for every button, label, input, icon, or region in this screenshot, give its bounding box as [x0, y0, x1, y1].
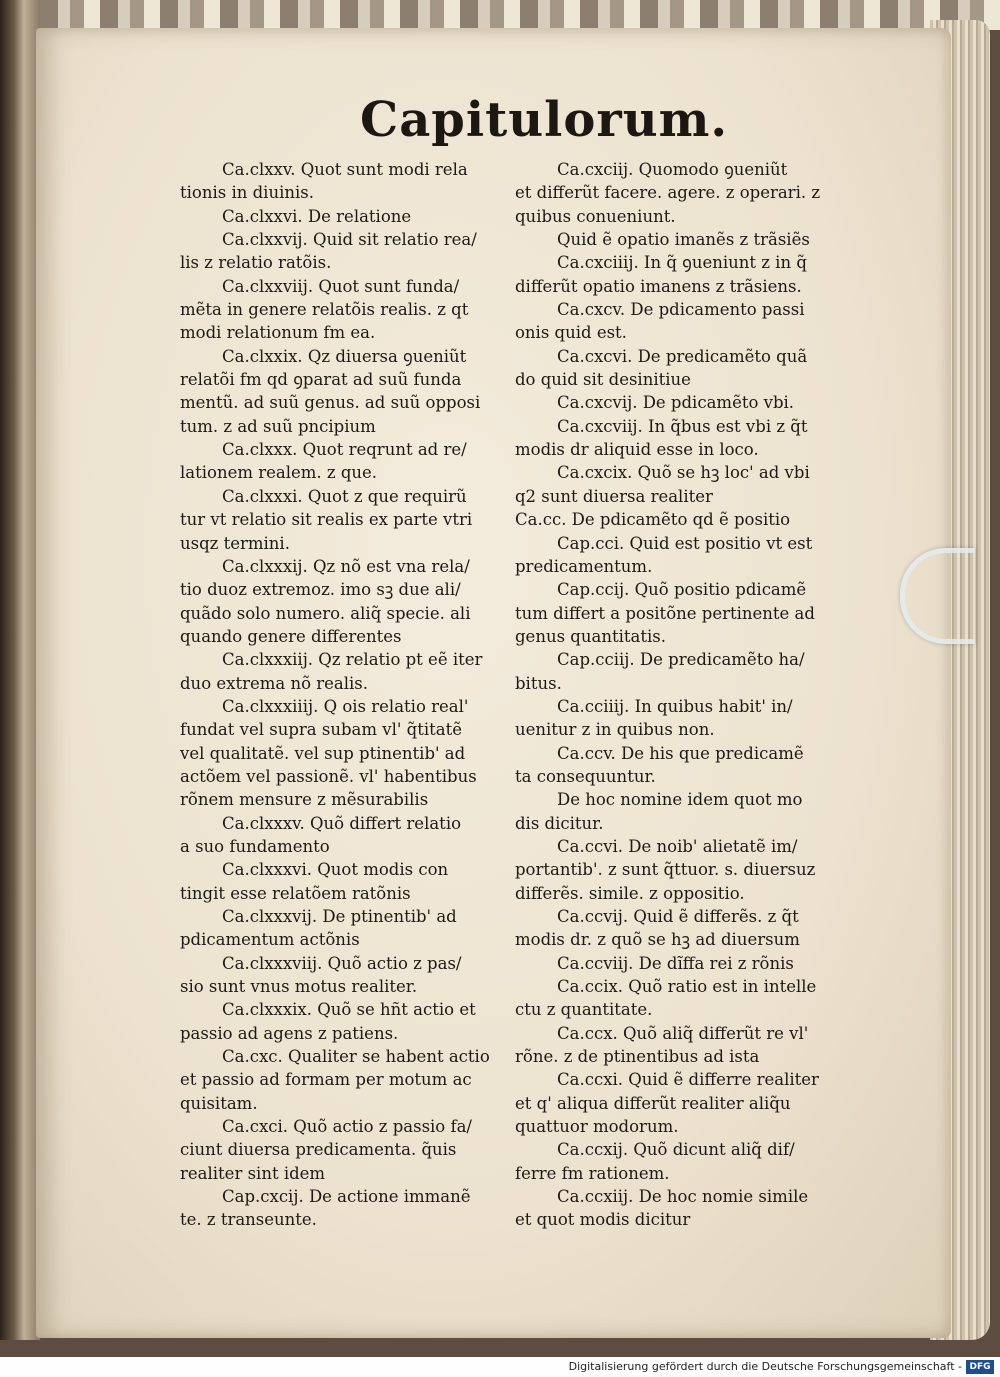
text-line: Ca.clxxvi. De relatione	[222, 206, 412, 226]
text-line: Ca.clxxxi. Quot z que requirũ	[222, 486, 467, 506]
text-line: tionis in diuinis.	[180, 183, 314, 203]
text-line: Ca.clxxv. Quot sunt modi rela	[222, 160, 468, 179]
text-line: tio duoz extremoz. imo sꝫ due ali/	[180, 580, 461, 600]
text-line: et differũt facere. agere. z operari. z	[515, 183, 821, 203]
text-line: pdicamentum actõnis	[180, 930, 360, 950]
text-line: fundat vel supra subam vl' q̃titatẽ	[180, 720, 462, 740]
text-line: Ca.cxciiij. In q̃ ꝯueniunt z in q̃	[557, 253, 807, 273]
text-line: Ca.ccx. Quõ aliq̃ differũt re vl'	[557, 1023, 809, 1043]
text-line: Ca.clxxxiij. Qz relatio pt eẽ iter	[222, 650, 483, 670]
dfg-logo: DFG	[966, 1360, 994, 1374]
text-line: differũt opatio imanens z trãsiens.	[515, 276, 802, 296]
text-line: q2 sunt diuersa realiter	[515, 486, 713, 506]
text-line: ferre fm rationem.	[515, 1163, 670, 1183]
page-top-edge	[40, 0, 1000, 30]
text-line: Ca.clxxxiiij. Q ois relatio real'	[222, 696, 469, 716]
text-line: rõne. z de ptinentibus ad ista	[515, 1047, 760, 1067]
text-line: relatõi fm qd ꝯparat ad suũ funda	[180, 370, 462, 390]
text-line: tingit esse relatõem ratõnis	[180, 883, 411, 903]
text-line: passio ad agens z patiens.	[180, 1023, 399, 1043]
page-heading: Capitulorum.	[360, 92, 729, 148]
text-line: uenitur z in quibus non.	[515, 720, 715, 740]
left-column	[180, 158, 510, 1232]
text-line: quãdo solo numero. aliq̃ specie. ali	[180, 603, 471, 623]
text-line: Ca.clxxxvij. De ptinentib' ad	[222, 907, 457, 926]
text-line: De hoc nomine idem quot mo	[557, 790, 803, 810]
text-line: Ca.clxxviij. Quot sunt funda/	[222, 276, 460, 296]
text-line: portantib'. z sunt q̃ttuor. s. diuersuz	[515, 860, 816, 880]
text-line: Ca.ccv. De his que predicamẽ	[557, 743, 804, 763]
text-line: vel qualitatẽ. vel sup ptinentib' ad	[180, 743, 466, 763]
text-line: mentũ. ad suũ genus. ad suũ opposi	[180, 393, 481, 413]
text-line: Ca.ccvij. Quid ẽ differẽs. z q̃t	[557, 907, 799, 926]
text-line: duo extrema nõ realis.	[180, 673, 369, 693]
text-line: ctu z quantitate.	[515, 1000, 653, 1020]
text-line: Ca.clxxxv. Quõ differt relatio	[222, 813, 462, 833]
text-line: Ca.cxcv. De pdicamento passi	[557, 300, 805, 320]
text-line: do quid sit desinitiue	[515, 370, 691, 390]
text-line: tur vt relatio sit realis ex parte vtri	[180, 510, 473, 530]
text-line: a suo fundamento	[180, 836, 330, 856]
text-line: actõem vel passionẽ. vl' habentibus	[180, 766, 477, 786]
text-line: Ca.cxcix. Quõ se hꝫ loc' ad vbi	[557, 463, 810, 483]
text-line: usqz termini.	[180, 533, 290, 553]
text-line: tum. z ad suũ pncipium	[180, 416, 376, 436]
text-line: lis z relatio ratõis.	[180, 253, 332, 273]
text-line: et quot modis dicitur	[515, 1210, 691, 1230]
text-line: Cap.ccij. Quõ positio pdicamẽ	[557, 580, 807, 600]
text-line: Ca.cxc. Qualiter se habent actio	[222, 1047, 490, 1067]
text-line: te. z transeunte.	[180, 1210, 317, 1230]
text-line: genus quantitatis.	[515, 626, 666, 646]
text-line: Ca.ccviij. De dĩffa rei z rõnis	[557, 953, 794, 973]
text-line: dis dicitur.	[515, 813, 604, 833]
footer-bar	[0, 1357, 1000, 1377]
text-line: predicamentum.	[515, 556, 653, 576]
text-line: Ca.cc. De pdicamẽto qd ẽ positio	[515, 510, 791, 530]
text-line: tum differt a positõne pertinente ad	[515, 603, 815, 623]
text-line: Cap.cciij. De predicamẽto ha/	[557, 650, 805, 670]
text-line: Ca.cxciij. Quomodo ꝯueniũt	[557, 160, 788, 179]
text-line: quattuor modorum.	[515, 1117, 679, 1137]
text-line: lationem realem. z que.	[180, 463, 378, 483]
text-line: Ca.cxcviij. In q̃bus est vbi z q̃t	[557, 416, 808, 436]
text-line: et q' aliqua differũt realiter aliq̃u	[515, 1093, 791, 1113]
text-line: Ca.cciiij. In quibus habit' in/	[557, 696, 793, 716]
text-line: modis dr. z quõ se hꝫ ad diuersum	[515, 930, 800, 950]
text-line: sio sunt vnus motus realiter.	[180, 977, 418, 997]
text-line: modi relationum fm ea.	[180, 323, 376, 343]
text-line: Quid ẽ opatio imanẽs z trãsiẽs	[557, 230, 810, 250]
text-line: Ca.ccix. Quõ ratio est in intelle	[557, 977, 817, 997]
text-line: Ca.clxxix. Qz diuersa ꝯueniũt	[222, 346, 467, 366]
text-line: realiter sint idem	[180, 1163, 326, 1183]
text-line: Ca.clxxxviij. Quõ actio z pas/	[222, 953, 462, 973]
text-line: onis quid est.	[515, 323, 627, 343]
right-column	[515, 158, 825, 1232]
text-line: Cap.cxcij. De actione immanẽ	[222, 1187, 471, 1207]
text-line: et passio ad formam per motum ac	[180, 1070, 472, 1090]
text-line: rõnem mensure z mẽsurabilis	[180, 790, 429, 810]
text-line: Ca.clxxxix. Quõ se hñt actio et	[222, 1000, 476, 1020]
text-line: Ca.ccxij. Quõ dicunt aliq̃ dif/	[557, 1140, 795, 1160]
text-line: Ca.clxxxij. Qz nõ est vna rela/	[222, 556, 470, 576]
text-line: Ca.clxxxvi. Quot modis con	[222, 860, 449, 880]
text-line: quando genere differentes	[180, 626, 402, 646]
text-line: Cap.cci. Quid est positio vt est	[557, 533, 813, 553]
text-line: ta consequuntur.	[515, 766, 656, 786]
text-line: modis dr aliquid esse in loco.	[515, 440, 759, 460]
text-line: Ca.ccvi. De noib' alietatẽ im/	[557, 836, 798, 856]
text-line: Ca.ccxi. Quid ẽ differre realiter	[557, 1070, 819, 1090]
text-line: Ca.clxxx. Quot reqrunt ad re/	[222, 440, 467, 460]
text-line: bitus.	[515, 673, 562, 693]
text-line: mẽta in genere relatõis realis. z qt	[180, 300, 469, 320]
text-line: Ca.ccxiij. De hoc nomie simile	[557, 1187, 809, 1207]
book-spine	[0, 0, 40, 1340]
text-line: quibus conueniunt.	[515, 206, 676, 226]
text-line: Ca.cxcvi. De predicamẽto quã	[557, 346, 808, 366]
text-line: Ca.cxci. Quõ actio z passio fa/	[222, 1117, 472, 1137]
text-line: quisitam.	[180, 1093, 258, 1113]
text-line: Ca.clxxvij. Quid sit relatio rea/	[222, 230, 477, 250]
text-line: ciunt diuersa predicamenta. q̃uis	[180, 1140, 457, 1160]
text-line: differẽs. simile. z oppositio.	[515, 883, 745, 903]
text-line: Ca.cxcvij. De pdicamẽto vbi.	[557, 393, 795, 413]
footer-credit: Digitalisierung gefördert durch die Deutsche Forschungsgemeinschaft -	[568, 1360, 962, 1373]
